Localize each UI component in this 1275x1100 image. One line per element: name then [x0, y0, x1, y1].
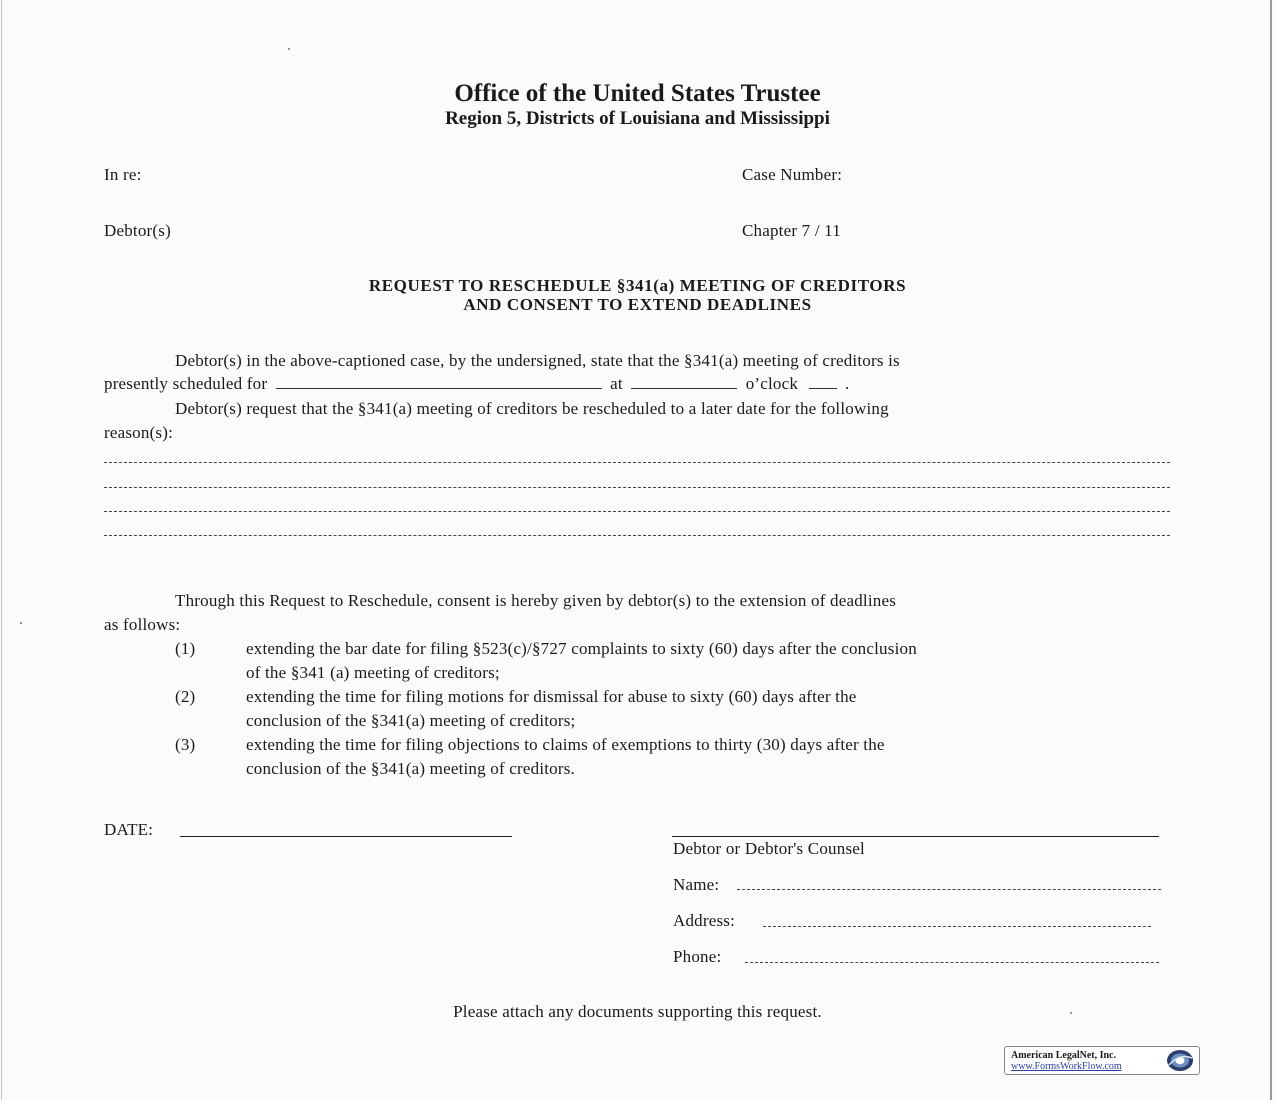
extension-2-number: (2)	[175, 687, 196, 706]
page-edge-right	[1270, 0, 1272, 1100]
debtors-label: Debtor(s)	[104, 221, 171, 240]
extension-2-line2: conclusion of the §341(a) meeting of creditors;	[246, 711, 576, 730]
extension-1-line2: of the §341 (a) meeting of creditors;	[246, 663, 500, 682]
scan-speck	[288, 48, 290, 50]
page-edge-left	[1, 0, 2, 1100]
extension-3-line2: conclusion of the §341(a) meeting of creditors.	[246, 759, 575, 778]
address-label: Address:	[673, 911, 736, 930]
publisher-link[interactable]: www.FormsWorkFlow.com	[1011, 1061, 1122, 1072]
extension-2-line1: extending the time for filing motions for dismissal for abuse to sixty (60) days after the	[246, 687, 857, 706]
reason-line[interactable]	[104, 535, 1170, 536]
phone-label: Phone:	[673, 947, 722, 966]
scheduled-date-field[interactable]	[276, 374, 602, 389]
reason-line[interactable]	[104, 462, 1170, 463]
globe-logo-icon	[1165, 1049, 1195, 1072]
address-field[interactable]	[763, 926, 1151, 927]
publisher-badge[interactable]	[1004, 1046, 1200, 1075]
paragraph3-line2: as follows:	[104, 615, 181, 634]
reason-line[interactable]	[104, 487, 1170, 488]
name-field[interactable]	[737, 889, 1161, 890]
paragraph1-line2	[104, 374, 849, 394]
paragraph2-line1: Debtor(s) request that the §341(a) meeting of creditors be rescheduled to a later date for the following	[175, 399, 889, 418]
extension-3-line1: extending the time for filing objections to claims of exemptions to thirty (30) days after the	[246, 735, 885, 754]
scheduled-for-text: presently scheduled for	[104, 374, 268, 393]
date-label: DATE:	[104, 820, 154, 839]
extension-3-number: (3)	[175, 735, 196, 754]
paragraph2-line2: reason(s):	[104, 423, 174, 442]
oclock-text: o’clock	[745, 374, 799, 393]
chapter-label: Chapter 7 / 11	[742, 221, 841, 240]
scan-speck	[20, 622, 22, 624]
at-text: at	[610, 374, 623, 393]
extension-1-number: (1)	[175, 639, 196, 658]
phone-field[interactable]	[745, 962, 1159, 963]
name-label: Name:	[673, 875, 720, 894]
extension-1-line1: extending the bar date for filing §523(c)/§727 complaints to sixty (60) days after the conclusion	[246, 639, 917, 658]
form-title-line1: REQUEST TO RESCHEDULE §341(a) MEETING OF CREDITORS	[368, 276, 907, 295]
paragraph1-line1: Debtor(s) in the above-captioned case, by the undersigned, state that the §341(a) meeting of creditors is	[175, 351, 900, 370]
date-field[interactable]	[180, 836, 512, 837]
publisher-name: American LegalNet, Inc.	[1011, 1050, 1116, 1061]
in-re-label: In re:	[104, 165, 142, 184]
scheduled-time-field[interactable]	[631, 374, 737, 389]
signature-line[interactable]	[672, 836, 1159, 837]
case-number-label: Case Number:	[742, 165, 843, 184]
paragraph3-line1: Through this Request to Reschedule, consent is hereby given by debtor(s) to the extension of deadlines	[175, 591, 897, 610]
reason-line[interactable]	[104, 511, 1170, 512]
am-pm-field[interactable]	[809, 374, 837, 389]
page-subtitle: Region 5, Districts of Louisiana and Mississippi	[445, 108, 830, 129]
attach-documents-note: Please attach any documents supporting this request.	[453, 1002, 822, 1021]
form-title-line2: AND CONSENT TO EXTEND DEADLINES	[463, 295, 812, 314]
signer-label: Debtor or Debtor's Counsel	[673, 839, 865, 858]
page-title: Office of the United States Trustee	[454, 80, 821, 107]
period-text: .	[845, 374, 850, 393]
